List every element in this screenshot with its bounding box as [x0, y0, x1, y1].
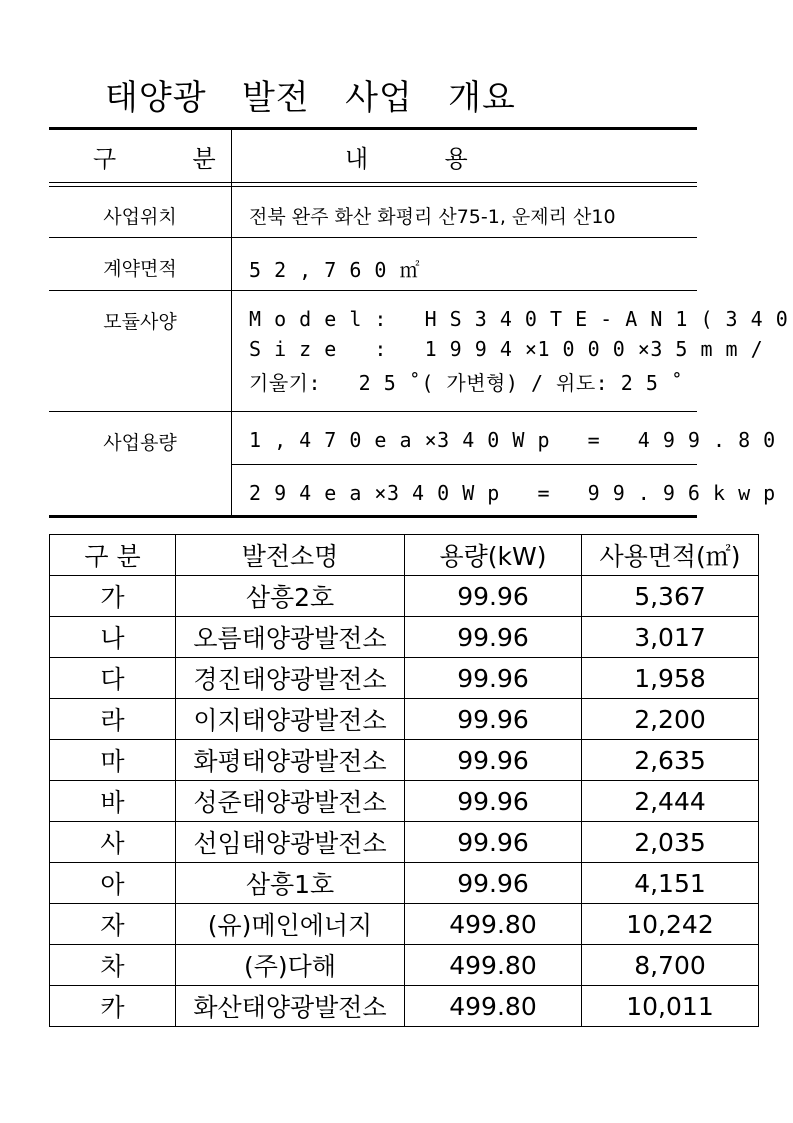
column-header: 사용면적(㎡): [582, 535, 759, 576]
header-rule-2: [49, 186, 697, 187]
station-code: 가: [50, 576, 176, 617]
station-code: 다: [50, 658, 176, 699]
station-capacity: 499.80: [405, 986, 582, 1027]
station-code: 마: [50, 740, 176, 781]
header-content: 내 용: [345, 145, 468, 173]
station-code: 차: [50, 945, 176, 986]
row-value: 기울기: 2 5 ˚( 가변형) / 위도: 2 5 ˚: [249, 371, 684, 395]
station-capacity: 99.96: [405, 576, 582, 617]
station-capacity: 499.80: [405, 945, 582, 986]
station-capacity: 99.96: [405, 863, 582, 904]
column-header: 용량(kW): [405, 535, 582, 576]
table-row: [50, 904, 759, 945]
page-title: 태양광 발전 사업 개요: [105, 78, 516, 118]
row-value: S i z e : 1 9 9 4 ×1 0 0 0 ×3 5 m m /: [249, 337, 764, 361]
row-rule: [231, 464, 697, 465]
station-capacity: 99.96: [405, 781, 582, 822]
table-row: [50, 740, 759, 781]
station-area: 10,242: [582, 904, 759, 945]
row-value: 5 2 , 7 6 0 ㎡: [249, 258, 420, 282]
table-row: [50, 863, 759, 904]
row-rule: [49, 411, 697, 412]
station-capacity: 99.96: [405, 740, 582, 781]
station-name: 이지태양광발전소: [176, 699, 405, 740]
row-label: 모듈사양: [103, 311, 177, 333]
station-name: (유)메인에너지: [176, 904, 405, 945]
row-label: 사업용량: [103, 432, 177, 454]
table-row: [50, 822, 759, 863]
row-value: 1 , 4 7 0 e a ×3 4 0 W p = 4 9 9 . 8 0: [249, 428, 776, 452]
station-name: 화평태양광발전소: [176, 740, 405, 781]
station-area: 3,017: [582, 617, 759, 658]
column-header: 구 분: [50, 535, 176, 576]
station-area: 2,444: [582, 781, 759, 822]
row-value: M o d e l : H S 3 4 0 T E - A N 1 ( 3 4 0: [249, 307, 789, 331]
station-code: 자: [50, 904, 176, 945]
station-area: 2,035: [582, 822, 759, 863]
station-code: 바: [50, 781, 176, 822]
station-name: 성준태양광발전소: [176, 781, 405, 822]
stations-table: [49, 534, 759, 1027]
station-code: 사: [50, 822, 176, 863]
row-value: 2 9 4 e a ×3 4 0 W p = 9 9 . 9 6 k w p: [249, 481, 776, 505]
table-row: [50, 699, 759, 740]
table-row: [50, 658, 759, 699]
station-code: 아: [50, 863, 176, 904]
table-row: [50, 945, 759, 986]
station-capacity: 99.96: [405, 617, 582, 658]
table-row: [50, 576, 759, 617]
table-header-row: [50, 535, 759, 576]
table-row: [50, 781, 759, 822]
row-rule: [49, 237, 697, 238]
station-area: 10,011: [582, 986, 759, 1027]
station-capacity: 99.96: [405, 699, 582, 740]
header-rule-1: [49, 182, 697, 183]
station-name: 화산태양광발전소: [176, 986, 405, 1027]
station-name: 삼흥2호: [176, 576, 405, 617]
row-label: 계약면적: [103, 258, 177, 280]
station-name: 오름태양광발전소: [176, 617, 405, 658]
station-name: 경진태양광발전소: [176, 658, 405, 699]
station-name: 삼흥1호: [176, 863, 405, 904]
column-divider: [231, 127, 232, 517]
station-area: 1,958: [582, 658, 759, 699]
station-capacity: 99.96: [405, 822, 582, 863]
station-area: 4,151: [582, 863, 759, 904]
header-category: 구 분: [93, 145, 216, 173]
table-row: [50, 986, 759, 1027]
row-value: 전북 완주 화산 화평리 산75-1, 운제리 산10: [249, 206, 616, 228]
station-area: 2,200: [582, 699, 759, 740]
row-rule: [49, 290, 697, 291]
table-row: [50, 617, 759, 658]
station-capacity: 499.80: [405, 904, 582, 945]
top-rule: [49, 127, 697, 130]
station-code: 나: [50, 617, 176, 658]
station-name: 선임태양광발전소: [176, 822, 405, 863]
station-area: 8,700: [582, 945, 759, 986]
bottom-rule: [49, 515, 697, 518]
station-area: 2,635: [582, 740, 759, 781]
station-name: (주)다해: [176, 945, 405, 986]
station-capacity: 99.96: [405, 658, 582, 699]
station-area: 5,367: [582, 576, 759, 617]
column-header: 발전소명: [176, 535, 405, 576]
overview-table: [49, 127, 789, 519]
station-code: 라: [50, 699, 176, 740]
row-label: 사업위치: [103, 206, 177, 228]
station-code: 카: [50, 986, 176, 1027]
